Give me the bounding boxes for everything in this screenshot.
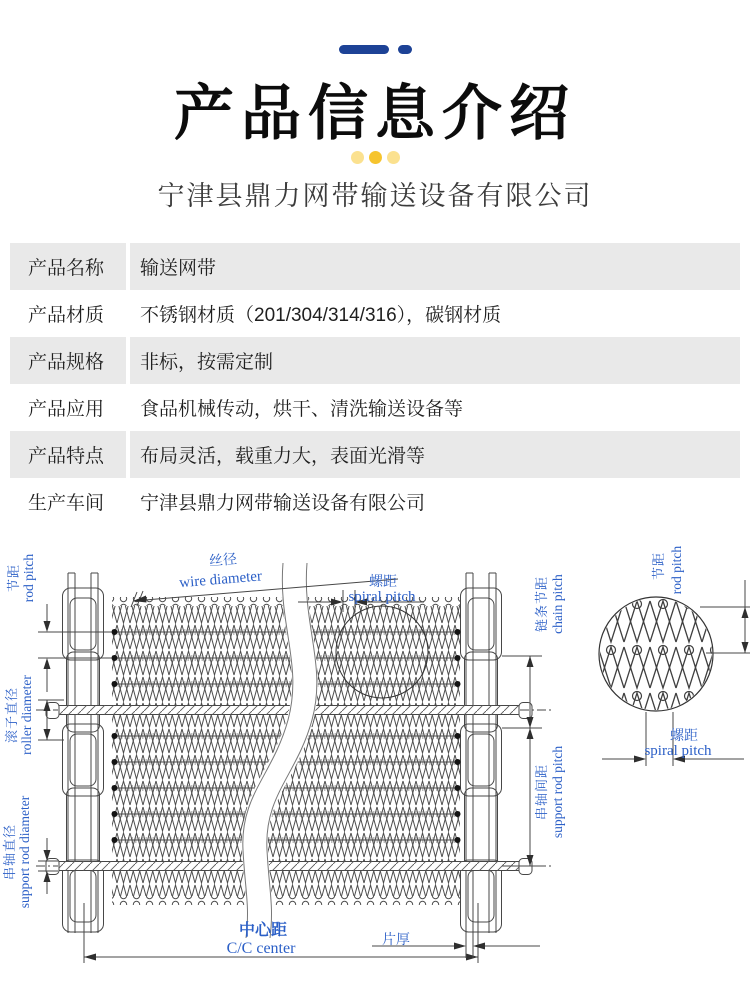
row-value: 宁津县鼎力网带输送设备有限公司 (140, 493, 426, 514)
table-row (10, 431, 740, 478)
row-label: 产品材质 (28, 305, 105, 326)
accent-dash-short (398, 45, 412, 54)
label-support-rod-pitch-cn: 串轴间距 (534, 763, 549, 821)
label-support-rod-pitch-en: support rod pitch (550, 745, 565, 839)
row-label: 产品规格 (10, 337, 126, 384)
detail-circle (599, 597, 713, 712)
dim-chain-pitch (502, 656, 542, 728)
label-plate-thickness-cn: 片厚 (382, 931, 410, 947)
row-label: 产品名称 (10, 243, 126, 290)
table-row (10, 478, 740, 525)
label-cc-center-en: C/C center (226, 940, 296, 957)
label-wire-diameter-cn: 丝径 (208, 550, 238, 569)
label-spiral-pitch-circle-en: spiral pitch (644, 743, 712, 759)
label-spiral-pitch-circle-cn: 螺距 (670, 727, 698, 743)
row-value: 输送网带 (130, 243, 740, 290)
table-row (10, 337, 740, 384)
left-chain (46, 573, 104, 933)
label-wire-diameter (177, 548, 263, 591)
label-spiral-pitch-top-cn: 螺距 (369, 573, 397, 589)
row-label: 产品特点 (10, 431, 126, 478)
label-wire-diameter-en: wire diameter (178, 568, 263, 592)
label-support-rod-diameter-en: support rod diameter (17, 795, 32, 909)
label-spiral-pitch-top-en: spiral pitch (348, 589, 416, 605)
row-label: 产品应用 (28, 399, 105, 420)
belt-technical-drawing (0, 545, 750, 1004)
row-value: 非标，按需定制 (130, 337, 740, 384)
page-title: 产品信息介绍 (174, 80, 576, 147)
row-label: 生产车间 (28, 493, 105, 514)
row-value: 不锈钢材质（201/304/314/316），碳钢材质 (140, 305, 502, 326)
label-rod-pitch-right-cn: 节距 (651, 551, 666, 581)
accent-dot (387, 151, 400, 164)
label-cc-center-cn: 中心距 (238, 922, 288, 939)
company-name: 宁津县鼎力网带输送设备有限公司 (157, 181, 593, 211)
right-chain (461, 573, 533, 933)
accent-dash-long (339, 45, 389, 54)
label-roller-diameter-en: roller diameter (19, 675, 34, 755)
label-chain-pitch-en: chain pitch (550, 574, 565, 634)
header-accent-dots (0, 151, 750, 164)
row-value: 食品机械传动，烘干、清洗输送设备等 (140, 399, 464, 420)
label-rod-pitch-left-en: rod pitch (21, 553, 36, 603)
table-row (10, 290, 740, 337)
table-row (10, 243, 740, 290)
accent-dot (369, 151, 382, 164)
label-rod-pitch-right-en: rod pitch (669, 545, 684, 595)
accent-dot (351, 151, 364, 164)
table-row (10, 384, 740, 431)
label-rod-pitch-left-cn: 节距 (6, 563, 21, 593)
row-value: 布局灵活，载重力大，表面光滑等 (130, 431, 740, 478)
label-roller-diameter-cn: 滚子直径 (4, 686, 19, 744)
label-support-rod-diameter-cn: 串轴直径 (2, 823, 17, 881)
label-chain-pitch-cn: 链条节距 (534, 575, 549, 633)
header-accent-dashes (0, 45, 750, 54)
product-spec-table (10, 243, 740, 525)
